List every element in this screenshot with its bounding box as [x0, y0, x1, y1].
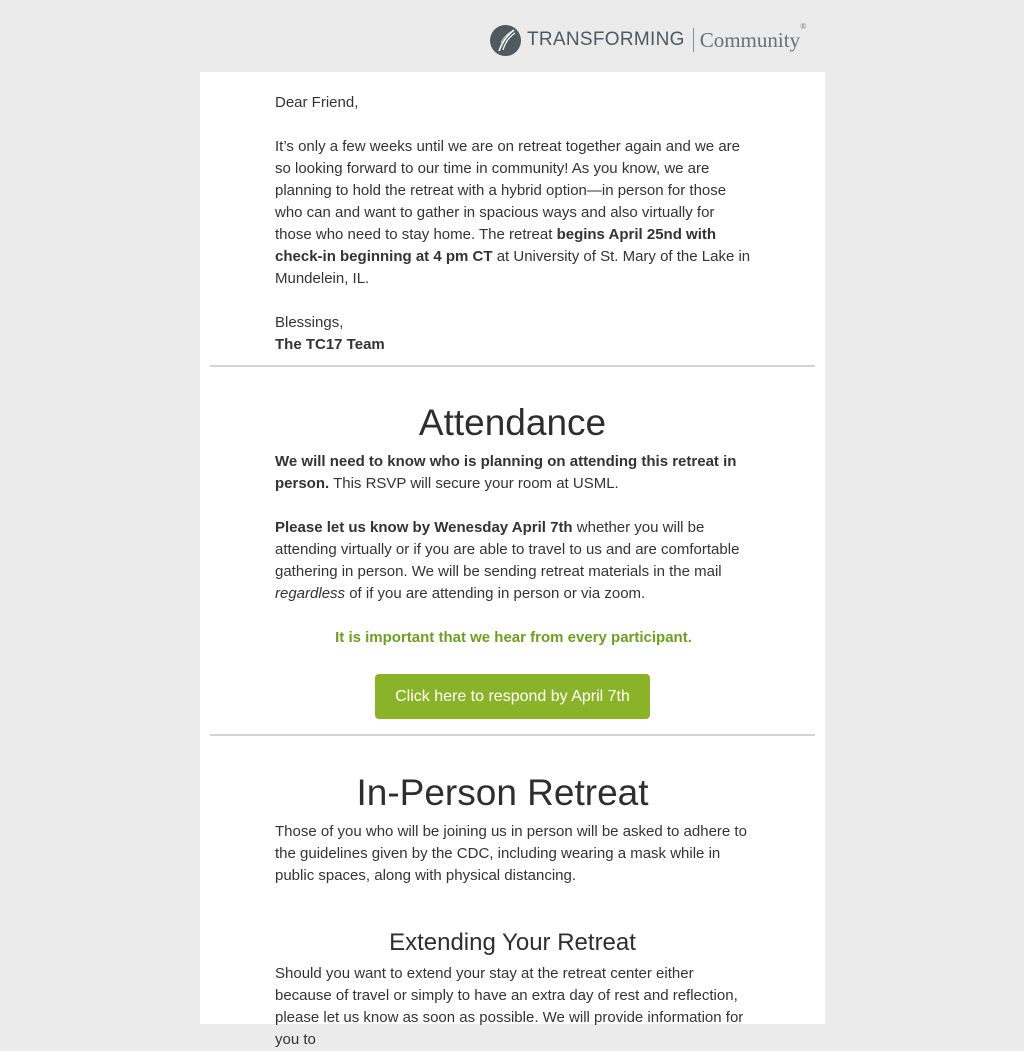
- intro-text-a: It’s only a few weeks until we are on retreat together again and we are so looking forward to our time in community! As you know, we are planning to hold the retreat with a hybrid option—in person for those who can and want to gather in spacious ways and also virtually for those who need to stay home. The retreat: [275, 138, 740, 243]
- brand-name-primary: TRANSFORMING: [527, 29, 685, 50]
- brand-logo[interactable]: [490, 21, 807, 56]
- extending-section: [275, 963, 753, 1051]
- respond-button[interactable]: Click here to respond by April 7th: [375, 674, 650, 719]
- important-notice: It is important that we hear from every participant.: [335, 629, 692, 646]
- signature-text: The TC17 Team: [275, 336, 385, 353]
- attendance-rsvp-note: This RSVP will secure your room at USML.: [329, 475, 619, 492]
- divider: [210, 734, 815, 736]
- attendance-paragraph-2: [275, 517, 753, 605]
- intro-paragraph: [275, 136, 753, 290]
- attendance-emphasis: regardless: [275, 585, 346, 602]
- greeting: Dear Friend,: [275, 94, 359, 111]
- rsvp-deadline: Please let us know by Wenesday April 7th: [275, 519, 573, 536]
- divider: [210, 365, 815, 367]
- extending-paragraph: Should you want to extend your stay at the retreat center either because of travel or simply to have an extra day of rest and reflection, please let us know as soon as possible. We will provide information for you to: [275, 965, 744, 1048]
- brand-name-secondary-text: Community: [699, 27, 801, 52]
- intro-text-b: at University of St. Mary of the Lake in Mundelein, IL.: [275, 248, 751, 287]
- in-person-section: [275, 821, 753, 887]
- registered-mark: ®: [800, 21, 807, 31]
- leaf-icon: [490, 25, 521, 56]
- closing: Blessings,: [275, 314, 344, 331]
- signature: [275, 334, 753, 356]
- attendance-title: Attendance: [418, 402, 607, 443]
- retreat-date-highlight: begins April 25nd with check-in beginning at 4 pm CT: [275, 226, 717, 265]
- attendance-section: [275, 451, 753, 649]
- in-person-paragraph: Those of you who will be joining us in person will be asked to adhere to the guidelines given by the CDC, including wearing a mask while in public spaces, along with physical distancing.: [275, 823, 747, 884]
- brand-name-secondary: [699, 21, 807, 53]
- attendance-text-b: of if you are attending in person or via zoom.: [345, 585, 646, 602]
- attendance-requirement: We will need to know who is planning on attending this retreat in person.: [275, 453, 737, 492]
- in-person-title: In-Person Retreat: [356, 772, 649, 813]
- brand-divider: [693, 28, 694, 52]
- extending-title: Extending Your Retreat: [389, 929, 636, 956]
- email-header: [0, 0, 1024, 72]
- attendance-paragraph-1: [275, 451, 753, 495]
- attendance-text-a: whether you will be attending virtually or if you are able to travel to us and are comfortable gathering in person. We will be sending retreat materials in the mail: [275, 519, 740, 580]
- intro-section: [275, 92, 753, 356]
- email-body: [200, 72, 825, 1048]
